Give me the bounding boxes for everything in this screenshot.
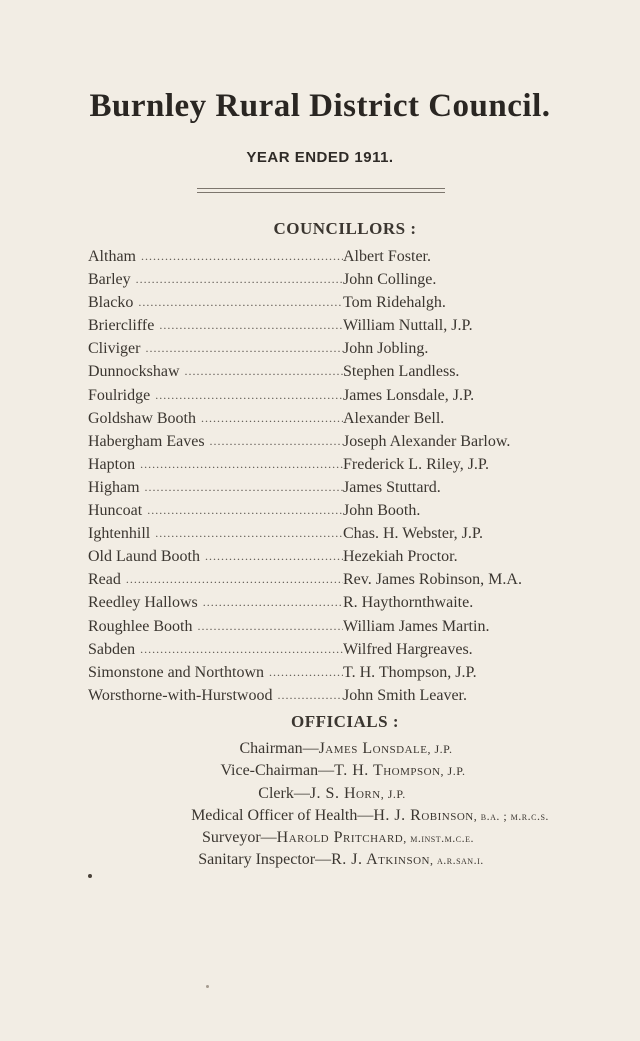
official-line [258,783,405,805]
official-row [0,849,640,871]
office-title: Clerk— [258,784,310,802]
township-name: Sabden [88,640,136,658]
dot-leader [159,314,343,337]
office-title: Chairman— [239,740,319,757]
councillor-name: Rev. James Robinson, M.A. [343,571,522,589]
councillor-name: T. H. Thompson, J.P. [343,663,477,681]
township-name: Goldshaw Booth [88,409,196,427]
official-qualifications: , J.P. [380,786,406,801]
township-name: Roughlee Booth [88,617,193,635]
page-title: Burnley Rural District Council. [89,88,551,124]
official-qualifications: , m.inst.m.c.e. [403,831,474,846]
official-line [198,849,484,871]
official-row [0,805,640,827]
councillor-row [88,245,608,268]
official-row [0,827,640,849]
dot-leader [201,407,343,430]
councillor-name: William Nuttall, J.P. [343,317,473,335]
township-name: Ightenhill [88,525,151,543]
councillor-row [88,291,608,314]
township-cell [88,337,343,360]
township-cell [88,360,343,383]
dot-leader [155,522,343,545]
councillor-name: Alexander Bell. [343,409,445,427]
township-name: Foulridge [88,386,151,404]
township-name: Altham [88,248,136,265]
township-cell [88,638,343,661]
official-name: Harold Pritchard [276,829,404,847]
councillor-row [88,638,608,661]
official-qualifications: , J.P. [427,742,453,756]
township-cell [88,245,343,268]
ink-speck [206,985,209,988]
dot-leader [197,615,343,638]
office-title: Sanitary Inspector— [198,851,332,869]
official-name: James Lonsdale [318,740,428,757]
township-name: Simonstone and Northtown [88,663,264,681]
dot-leader [147,499,343,522]
township-cell [88,499,343,522]
councillor-name: Hezekiah Proctor. [343,548,458,566]
councillor-row [88,476,608,499]
township-cell [88,407,343,430]
councillor-row [88,268,608,291]
official-row [0,760,640,782]
official-qualifications: , J.P. [440,764,466,779]
councillor-row [88,615,608,638]
dot-leader [145,337,343,360]
councillor-name: Stephen Landless. [343,363,460,381]
councillor-name: R. Haythornthwaite. [343,594,474,612]
councillor-row [88,430,608,453]
township-cell [88,384,343,407]
official-line [191,805,549,827]
councillor-name: Albert Foster. [343,248,431,265]
councillor-name: James Lonsdale, J.P. [343,386,475,404]
councillor-row [88,568,608,591]
councillor-row [88,545,608,568]
dot-leader [145,476,343,499]
councillor-row [88,684,608,707]
official-line [239,738,452,760]
dot-leader [140,638,343,661]
official-line [202,827,474,849]
dot-leader [205,545,343,568]
township-cell [88,615,343,638]
councillor-row [88,337,608,360]
officials-list [0,738,640,872]
official-row [0,783,640,805]
councillor-row [88,661,608,684]
official-qualifications: , b.a. ; m.r.c.s. [473,808,549,823]
councillor-row [88,591,608,614]
dot-leader [210,430,343,453]
township-cell [88,684,343,707]
official-line [220,760,465,782]
councillor-name: Wilfred Hargreaves. [343,640,473,658]
township-name: Old Laund Booth [88,548,200,566]
double-rule-divider [197,188,445,193]
township-name: Habergham Eaves [88,432,205,450]
dot-leader [140,453,343,476]
official-name: J. S. Horn [309,784,381,802]
dot-leader [141,245,343,268]
dot-leader [136,268,343,291]
councillor-name: Chas. H. Webster, J.P. [343,525,483,543]
township-name: Dunnockshaw [88,363,180,381]
office-title: Surveyor— [202,829,277,847]
officials-heading: OFFICIALS : [291,712,399,731]
office-title: Vice-Chairman— [220,762,335,780]
township-name: Blacko [88,294,134,312]
official-name: H. J. Robinson [373,806,474,824]
dot-leader [155,384,343,407]
dot-leader [185,360,343,383]
official-name: R. J. Atkinson [331,851,430,869]
township-name: Huncoat [88,502,143,520]
councillor-name: Joseph Alexander Barlow. [343,432,511,450]
councillor-name: John Jobling. [343,340,429,358]
township-cell [88,568,343,591]
township-name: Reedley Hallows [88,594,198,612]
dot-leader [138,291,343,314]
township-cell [88,591,343,614]
year-subtitle: YEAR ENDED 1911. [246,149,394,166]
dot-leader [126,568,343,591]
councillor-name: John Smith Leaver. [343,686,467,704]
township-cell [88,522,343,545]
councillor-list [88,245,608,707]
township-cell [88,314,343,337]
official-qualifications: , a.r.san.i. [429,853,484,868]
councillor-row [88,360,608,383]
dot-leader [277,684,343,707]
township-name: Hapton [88,455,136,473]
councillor-name: Tom Ridehalgh. [343,294,446,312]
councillor-row [88,522,608,545]
township-name: Cliviger [88,340,141,358]
dot-leader [203,591,343,614]
township-cell [88,661,343,684]
township-cell [88,268,343,291]
office-title: Medical Officer of Health— [191,806,374,824]
township-name: Higham [88,478,140,496]
councillor-row [88,384,608,407]
councillor-name: John Collinge. [343,271,437,289]
dot-leader [269,661,343,684]
township-cell [88,453,343,476]
councillor-row [88,499,608,522]
councillor-name: John Booth. [343,502,421,520]
official-row [0,738,640,760]
township-cell [88,430,343,453]
councillors-heading: COUNCILLORS : [273,219,417,238]
township-cell [88,545,343,568]
councillor-name: William James Martin. [343,617,490,635]
township-cell [88,291,343,314]
township-name: Read [88,571,121,589]
ink-speck [88,874,92,878]
councillor-name: James Stuttard. [343,478,441,496]
township-name: Briercliffe [88,317,155,335]
official-name: T. H. Thompson [334,762,441,780]
councillor-row [88,453,608,476]
township-cell [88,476,343,499]
councillor-row [88,314,608,337]
councillor-name: Frederick L. Riley, J.P. [343,455,490,473]
councillor-row [88,407,608,430]
township-name: Worsthorne-with-Hurstwood [88,686,273,704]
township-name: Barley [88,271,131,289]
